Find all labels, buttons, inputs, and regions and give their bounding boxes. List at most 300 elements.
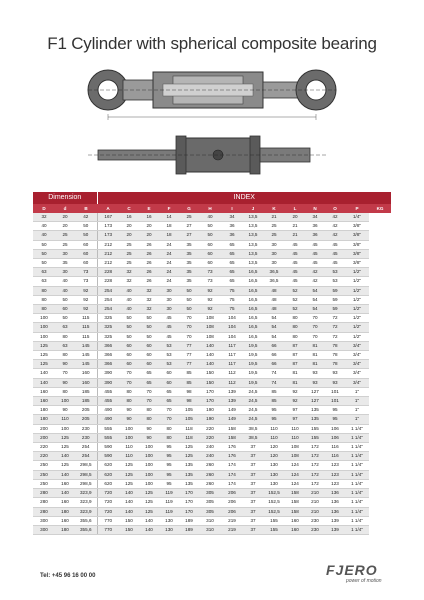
column-header: A <box>97 204 119 213</box>
column-header: G <box>179 204 199 213</box>
table-cell: 50 <box>33 240 55 249</box>
table-cell: 160 <box>75 369 97 378</box>
table-cell: 20 <box>139 231 159 240</box>
table-cell: 366 <box>97 341 119 350</box>
table-cell: 52 <box>285 286 305 295</box>
table-cell: 95 <box>325 406 345 415</box>
table-cell: 105 <box>179 415 199 424</box>
cylinder-drawing <box>78 62 348 182</box>
table-cell: 50 <box>139 332 159 341</box>
table-cell: 70 <box>305 314 325 323</box>
table-cell: 125 <box>139 507 159 516</box>
table-cell: 160 <box>55 479 75 488</box>
table-cell: 80 <box>55 351 75 360</box>
table-cell: 50 <box>179 286 199 295</box>
table-cell: 1/2" <box>345 295 369 304</box>
table-cell: 115 <box>75 323 97 332</box>
table-cell: 210 <box>305 498 325 507</box>
table-cell: 50 <box>119 323 139 332</box>
table-cell: 25 <box>179 213 199 222</box>
table-cell: 108 <box>199 314 221 323</box>
table-cell: 140 <box>55 489 75 498</box>
table-cell: 26 <box>139 268 159 277</box>
table-cell: 770 <box>97 516 119 525</box>
table-cell: 170 <box>179 507 199 516</box>
table-cell: 42 <box>305 268 325 277</box>
table-cell: 90 <box>119 415 139 424</box>
table-cell: 65 <box>221 268 243 277</box>
table-cell: 130 <box>263 470 285 479</box>
table-cell: 620 <box>97 470 119 479</box>
table-cell: 140 <box>199 341 221 350</box>
table-cell: 3/4" <box>345 341 369 350</box>
table-cell: 228 <box>97 268 119 277</box>
table-cell: 81 <box>305 351 325 360</box>
table-cell: 555 <box>97 433 119 442</box>
table-row <box>33 433 391 442</box>
table-cell: 60 <box>75 240 97 249</box>
table-cell: 65 <box>139 378 159 387</box>
table-cell: 136 <box>325 498 345 507</box>
table-cell: 116 <box>325 443 345 452</box>
table-cell: 112 <box>221 369 243 378</box>
table-row <box>33 479 391 488</box>
table-cell: 254 <box>97 295 119 304</box>
table-cell: 167 <box>97 213 119 222</box>
table-cell: 24,5 <box>243 387 263 396</box>
table-cell: 720 <box>97 489 119 498</box>
table-row <box>33 525 391 534</box>
table-cell: 260 <box>199 479 221 488</box>
table-cell: 80 <box>285 314 305 323</box>
table-cell: 119 <box>159 498 179 507</box>
table-cell: 72 <box>325 332 345 341</box>
table-cell: 1 1/4" <box>345 525 369 534</box>
table-cell: 123 <box>325 461 345 470</box>
table-cell: 140 <box>33 378 55 387</box>
table-cell: 85 <box>179 369 199 378</box>
table-cell: 1/2" <box>345 305 369 314</box>
table-cell: 16,5 <box>243 323 263 332</box>
table-cell: 172 <box>305 470 325 479</box>
table-row <box>33 470 391 479</box>
table-cell: 325 <box>97 314 119 323</box>
table-cell: 80 <box>33 295 55 304</box>
table-cell: 37 <box>243 507 263 516</box>
table-cell: 36,5 <box>263 277 285 286</box>
table-cell: 254 <box>97 305 119 314</box>
table-cell: 1 1/4" <box>345 433 369 442</box>
table-cell: 50 <box>139 314 159 323</box>
table-cell: 48 <box>263 286 285 295</box>
table-cell: 37 <box>243 461 263 470</box>
table-cell: 172 <box>305 461 325 470</box>
table-cell: 212 <box>97 259 119 268</box>
table-cell: 366 <box>97 351 119 360</box>
table-cell: 1/2" <box>345 268 369 277</box>
table-cell: 1 1/4" <box>345 498 369 507</box>
table-cell: 298,5 <box>75 461 97 470</box>
table-cell: 87 <box>285 341 305 350</box>
table-cell: 60 <box>139 351 159 360</box>
table-cell: 32 <box>139 286 159 295</box>
table-cell: 136 <box>325 507 345 516</box>
table-cell: 135 <box>179 470 199 479</box>
table-cell: 139 <box>325 516 345 525</box>
table-cell: 620 <box>97 479 119 488</box>
table-cell: 95 <box>263 406 285 415</box>
table-cell: 100 <box>139 479 159 488</box>
table-cell: 87 <box>285 351 305 360</box>
table-cell: 16 <box>119 213 139 222</box>
table-cell: 26 <box>139 277 159 286</box>
table-cell: 77 <box>179 351 199 360</box>
table-cell: 45 <box>305 259 325 268</box>
table-cell: 93 <box>325 369 345 378</box>
table-cell: 65 <box>221 249 243 258</box>
table-cell: 37 <box>243 470 263 479</box>
table-cell: 118 <box>179 433 199 442</box>
table-row <box>33 277 391 286</box>
table-cell: 212 <box>97 240 119 249</box>
table-cell: 65 <box>221 277 243 286</box>
table-cell: 70 <box>159 406 179 415</box>
table-cell: 18 <box>159 222 179 231</box>
table-cell: 40 <box>55 286 75 295</box>
table-cell: 20 <box>55 222 75 231</box>
table-cell: 24 <box>159 259 179 268</box>
table-cell: 130 <box>159 516 179 525</box>
column-header: K <box>263 204 285 213</box>
table-cell: 125 <box>33 341 55 350</box>
table-cell: 280 <box>33 498 55 507</box>
table-cell: 110 <box>263 424 285 433</box>
table-cell: 26 <box>139 259 159 268</box>
table-cell: 176 <box>221 452 243 461</box>
table-cell: 60 <box>119 341 139 350</box>
column-header: L <box>285 204 305 213</box>
table-cell: 53 <box>325 277 345 286</box>
table-cell: 60 <box>199 259 221 268</box>
table-cell: 59 <box>325 286 345 295</box>
table-row <box>33 240 391 249</box>
table-cell: 158 <box>285 489 305 498</box>
table-cell: 50 <box>119 314 139 323</box>
table-cell: 70 <box>159 415 179 424</box>
table-cell: 120 <box>263 443 285 452</box>
table-cell: 24 <box>159 240 179 249</box>
table-cell: 185 <box>75 397 97 406</box>
table-cell: 590 <box>97 452 119 461</box>
table-cell: 124 <box>285 479 305 488</box>
table-cell: 13,5 <box>243 213 263 222</box>
table-cell: 35 <box>179 259 199 268</box>
table-cell: 52 <box>285 295 305 304</box>
table-cell: 260 <box>199 461 221 470</box>
table-cell: 101 <box>325 397 345 406</box>
table-cell: 25 <box>55 231 75 240</box>
table-cell: 95 <box>263 415 285 424</box>
table-cell: 590 <box>97 443 119 452</box>
table-cell: 3/4" <box>345 369 369 378</box>
table-cell: 81 <box>305 360 325 369</box>
table-cell: 125 <box>55 443 75 452</box>
table-cell: 37 <box>243 525 263 534</box>
table-cell: 139 <box>221 397 243 406</box>
table-cell: 180 <box>33 406 55 415</box>
table-cell: 115 <box>75 332 97 341</box>
table-cell: 45 <box>305 249 325 258</box>
table-cell: 125 <box>179 452 199 461</box>
table-cell: 20 <box>55 213 75 222</box>
table-cell: 60 <box>75 259 97 268</box>
table-cell: 32 <box>33 213 55 222</box>
table-cell: 108 <box>199 332 221 341</box>
table-cell: 104 <box>221 323 243 332</box>
table-cell: 45 <box>159 332 179 341</box>
table-cell: 45 <box>325 240 345 249</box>
table-cell: 70 <box>179 323 199 332</box>
table-cell: 80 <box>33 305 55 314</box>
table-cell: 230 <box>305 516 325 525</box>
table-cell: 20 <box>119 231 139 240</box>
table-cell: 100 <box>55 397 75 406</box>
table-cell: 490 <box>97 415 119 424</box>
table-cell: 170 <box>199 397 221 406</box>
table-cell: 74 <box>263 378 285 387</box>
table-cell: 155 <box>305 424 325 433</box>
table-row <box>33 507 391 516</box>
table-cell: 78 <box>325 360 345 369</box>
table-cell: 54 <box>305 295 325 304</box>
table-cell: 42 <box>75 213 97 222</box>
table-cell: 35 <box>179 240 199 249</box>
table-cell: 59 <box>325 305 345 314</box>
table-cell: 92 <box>199 295 221 304</box>
table-cell: 26 <box>139 240 159 249</box>
table-cell: 40 <box>55 277 75 286</box>
table-cell: 70 <box>179 314 199 323</box>
table-cell: 160 <box>285 525 305 534</box>
table-cell: 37 <box>243 489 263 498</box>
table-cell: 24,5 <box>243 415 263 424</box>
table-cell: 65 <box>159 397 179 406</box>
table-cell: 110 <box>285 433 305 442</box>
table-cell: 53 <box>325 268 345 277</box>
table-cell: 13,5 <box>243 222 263 231</box>
table-cell: 40 <box>119 305 139 314</box>
table-cell: 160 <box>75 378 97 387</box>
table-cell: 119 <box>159 489 179 498</box>
table-cell: 205 <box>75 415 97 424</box>
table-cell: 50 <box>33 259 55 268</box>
table-cell: 70 <box>139 387 159 396</box>
table-cell: 60 <box>75 249 97 258</box>
table-row <box>33 259 391 268</box>
table-cell: 206 <box>221 489 243 498</box>
table-cell: 155 <box>263 516 285 525</box>
table-cell: 95 <box>159 470 179 479</box>
table-cell: 125 <box>179 443 199 452</box>
table-cell: 152,5 <box>263 507 285 516</box>
table-cell: 1" <box>345 387 369 396</box>
table-cell: 230 <box>75 433 97 442</box>
table-row <box>33 452 391 461</box>
table-cell: 298,5 <box>75 470 97 479</box>
table-cell: 77 <box>179 341 199 350</box>
column-header: J <box>243 204 263 213</box>
table-cell: 90 <box>139 424 159 433</box>
table-cell: 140 <box>55 470 75 479</box>
table-cell: 212 <box>97 249 119 258</box>
table-cell: 206 <box>221 498 243 507</box>
table-cell: 108 <box>199 323 221 332</box>
table-cell: 180 <box>55 525 75 534</box>
table-cell: 73 <box>75 277 97 286</box>
table-cell: 1" <box>345 415 369 424</box>
table-cell: 92 <box>199 305 221 314</box>
table-cell: 220 <box>33 443 55 452</box>
table-cell: 97 <box>285 415 305 424</box>
table-cell: 98 <box>179 387 199 396</box>
column-header: KG <box>369 204 391 213</box>
table-cell: 40 <box>199 213 221 222</box>
table-cell: 65 <box>221 259 243 268</box>
table-cell: 1 1/4" <box>345 489 369 498</box>
table-cell: 104 <box>221 314 243 323</box>
table-cell: 110 <box>263 433 285 442</box>
table-cell: 70 <box>139 397 159 406</box>
table-cell: 34 <box>305 213 325 222</box>
table-cell: 16,5 <box>243 332 263 341</box>
table-cell: 101 <box>325 387 345 396</box>
table-cell: 25 <box>119 240 139 249</box>
table-cell: 45 <box>325 249 345 258</box>
table-cell: 1 1/4" <box>345 452 369 461</box>
table-cell: 298,5 <box>75 479 97 488</box>
table-cell: 300 <box>33 516 55 525</box>
table-cell: 87 <box>285 360 305 369</box>
table-cell: 45 <box>159 314 179 323</box>
table-cell: 100 <box>33 323 55 332</box>
table-cell: 21 <box>263 213 285 222</box>
table-cell: 73 <box>199 277 221 286</box>
table-cell: 65 <box>159 387 179 396</box>
table-cell: 66 <box>263 351 285 360</box>
table-cell: 50 <box>55 314 75 323</box>
table-cell: 60 <box>55 305 75 314</box>
table-cell: 366 <box>97 360 119 369</box>
table-cell: 1" <box>345 397 369 406</box>
table-cell: 16 <box>139 213 159 222</box>
table-cell: 19,5 <box>243 369 263 378</box>
table-cell: 19,5 <box>243 378 263 387</box>
table-cell: 620 <box>97 461 119 470</box>
table-cell: 1 1/4" <box>345 507 369 516</box>
table-cell: 390 <box>97 369 119 378</box>
table-row <box>33 424 391 433</box>
table-cell: 85 <box>179 378 199 387</box>
table-cell: 325 <box>97 323 119 332</box>
table-cell: 80 <box>55 332 75 341</box>
table-cell: 117 <box>221 341 243 350</box>
table-row <box>33 351 391 360</box>
table-cell: 60 <box>139 341 159 350</box>
table-cell: 155 <box>305 433 325 442</box>
table-row <box>33 461 391 470</box>
table-cell: 173 <box>97 231 119 240</box>
table-cell: 80 <box>285 332 305 341</box>
table-cell: 60 <box>199 240 221 249</box>
table-cell: 210 <box>305 489 325 498</box>
table-cell: 32 <box>139 295 159 304</box>
table-cell: 125 <box>55 461 75 470</box>
table-cell: 310 <box>199 516 221 525</box>
table-cell: 70 <box>179 332 199 341</box>
table-cell: 36,5 <box>263 268 285 277</box>
table-cell: 60 <box>199 249 221 258</box>
table-row <box>33 360 391 369</box>
table-cell: 54 <box>263 314 285 323</box>
table-cell: 50 <box>199 222 221 231</box>
table-cell: 16,5 <box>243 314 263 323</box>
table-cell: 40 <box>33 231 55 240</box>
table-cell: 174 <box>221 461 243 470</box>
table-cell: 135 <box>305 406 325 415</box>
table-cell: 75 <box>221 286 243 295</box>
table-cell: 127 <box>305 387 325 396</box>
table-cell: 50 <box>179 305 199 314</box>
table-row <box>33 415 391 424</box>
table-cell: 45 <box>325 259 345 268</box>
table-cell: 32 <box>119 268 139 277</box>
table-cell: 37 <box>243 452 263 461</box>
table-cell: 140 <box>139 525 159 534</box>
table-cell: 50 <box>199 231 221 240</box>
column-header: H <box>199 204 221 213</box>
table-cell: 150 <box>119 525 139 534</box>
index-group-header: INDEX <box>97 192 391 204</box>
table-cell: 100 <box>139 470 159 479</box>
table-cell: 106 <box>325 433 345 442</box>
table-row <box>33 323 391 332</box>
table-cell: 140 <box>55 452 75 461</box>
table-cell: 38,5 <box>243 424 263 433</box>
table-cell: 323,9 <box>75 489 97 498</box>
table-cell: 16,5 <box>243 268 263 277</box>
table-cell: 176 <box>221 443 243 452</box>
table-cell: 305 <box>199 498 221 507</box>
column-header: O <box>325 204 345 213</box>
cylinder-section-view <box>88 70 336 120</box>
table-cell: 140 <box>199 351 221 360</box>
table-cell: 70 <box>119 369 139 378</box>
table-cell: 13,5 <box>243 249 263 258</box>
table-cell: 1/2" <box>345 323 369 332</box>
table-cell: 158 <box>221 433 243 442</box>
table-cell: 63 <box>33 277 55 286</box>
table-cell: 172 <box>305 452 325 461</box>
table-cell: 27 <box>179 231 199 240</box>
table-cell: 93 <box>305 378 325 387</box>
table-cell: 105 <box>179 406 199 415</box>
table-cell: 32 <box>139 305 159 314</box>
table-cell: 42 <box>325 231 345 240</box>
column-header: D <box>33 204 55 213</box>
table-cell: 42 <box>305 277 325 286</box>
table-cell: 45 <box>285 277 305 286</box>
table-cell: 115 <box>75 314 97 323</box>
